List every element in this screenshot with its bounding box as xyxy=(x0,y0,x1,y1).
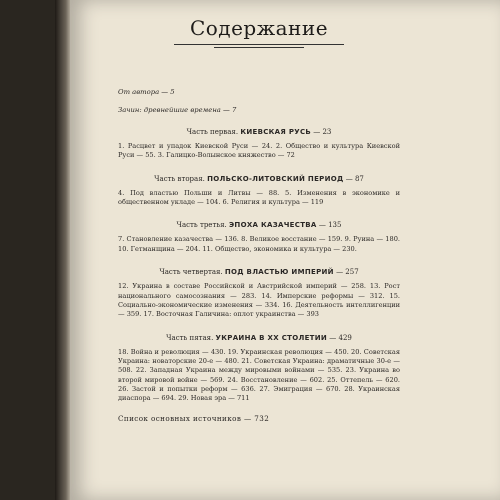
part-prefix: Часть вторая. xyxy=(154,174,205,183)
part-heading-4 xyxy=(118,268,400,276)
part-name: ЭПОХА КАЗАЧЕСТВА xyxy=(229,221,317,230)
part-page: — 257 xyxy=(333,268,359,277)
part-heading-2 xyxy=(118,175,400,183)
toc-entry-author: От автора — 5 xyxy=(118,88,175,96)
table-of-contents xyxy=(118,12,400,423)
part-heading-3 xyxy=(118,221,400,229)
part-chapters-1: 1. Расцвет и упадок Киевской Руси — 24. 2. Общество и культура Киевской Руси — 55. 3. Галицко-Волынское княжество — 72 xyxy=(118,142,400,160)
part-chapters-2: 4. Под властью Польши и Литвы — 88. 5. Изменения в экономике и общественном укладе — 104. 6. Религия и культура — 119 xyxy=(118,188,400,207)
part-name: ПОД ВЛАСТЬЮ ИМПЕРИЙ xyxy=(224,268,334,277)
part-page: — 135 xyxy=(316,221,342,230)
part-prefix: Часть четвертая. xyxy=(159,268,223,277)
part-chapters-3: 7. Становление казачества — 136. 8. Великое восстание — 159. 9. Руина — 180. 10. Гетманщина — 204. 11. Общество, экономика и культура — 230. xyxy=(118,235,400,253)
part-page: — 23 xyxy=(311,128,332,136)
part-heading-1 xyxy=(118,128,400,136)
part-page: — 87 xyxy=(343,174,364,183)
page-title: Содержание xyxy=(189,16,329,40)
part-prefix: Часть первая. xyxy=(186,128,239,136)
title-ornament-rule xyxy=(174,42,344,50)
toc-entry-origins: Зачин: древнейшие времена — 7 xyxy=(118,106,237,114)
part-name: ПОЛЬСКО-ЛИТОВСКИЙ ПЕРИОД xyxy=(207,174,344,183)
part-heading-5 xyxy=(118,334,400,342)
part-prefix: Часть третья. xyxy=(176,221,227,230)
part-prefix: Часть пятая. xyxy=(166,333,214,342)
part-name: УКРАИНА В XX СТОЛЕТИИ xyxy=(215,333,328,342)
part-page: — 429 xyxy=(327,333,352,342)
part-chapters-5: 18. Война и революция — 430. 19. Украинская революция — 450. 20. Советская Украина: новаторские 20-е — 480. 21. Советская Украина: драматичные 30-е — 508. 22. Западная Украина между мировыми войнами — 535. 23. Украина во второй мировой войне — 569. 24. Восстановление — 602. 25. Оттепель — 620. 26. Застой и попытки реформ — 636. 27. Эмиграция — 670. 28. Украинская диаспора — 694. 29. Новая эра — 711 xyxy=(118,347,400,403)
toc-entry-sources: Список основных источников — 732 xyxy=(118,413,270,423)
part-name: КИЕВСКАЯ РУСЬ xyxy=(240,128,312,136)
part-chapters-4: 12. Украина в составе Российской и Австрийской империй — 258. 13. Рост национального самосознания — 283. 14. Имперские реформы — 312. 15. Социально-экономические изменения — 334. 16. Деятельность интеллигенции — 359. 17. Восточная Галичина: оплот украинства — 393 xyxy=(118,282,400,319)
